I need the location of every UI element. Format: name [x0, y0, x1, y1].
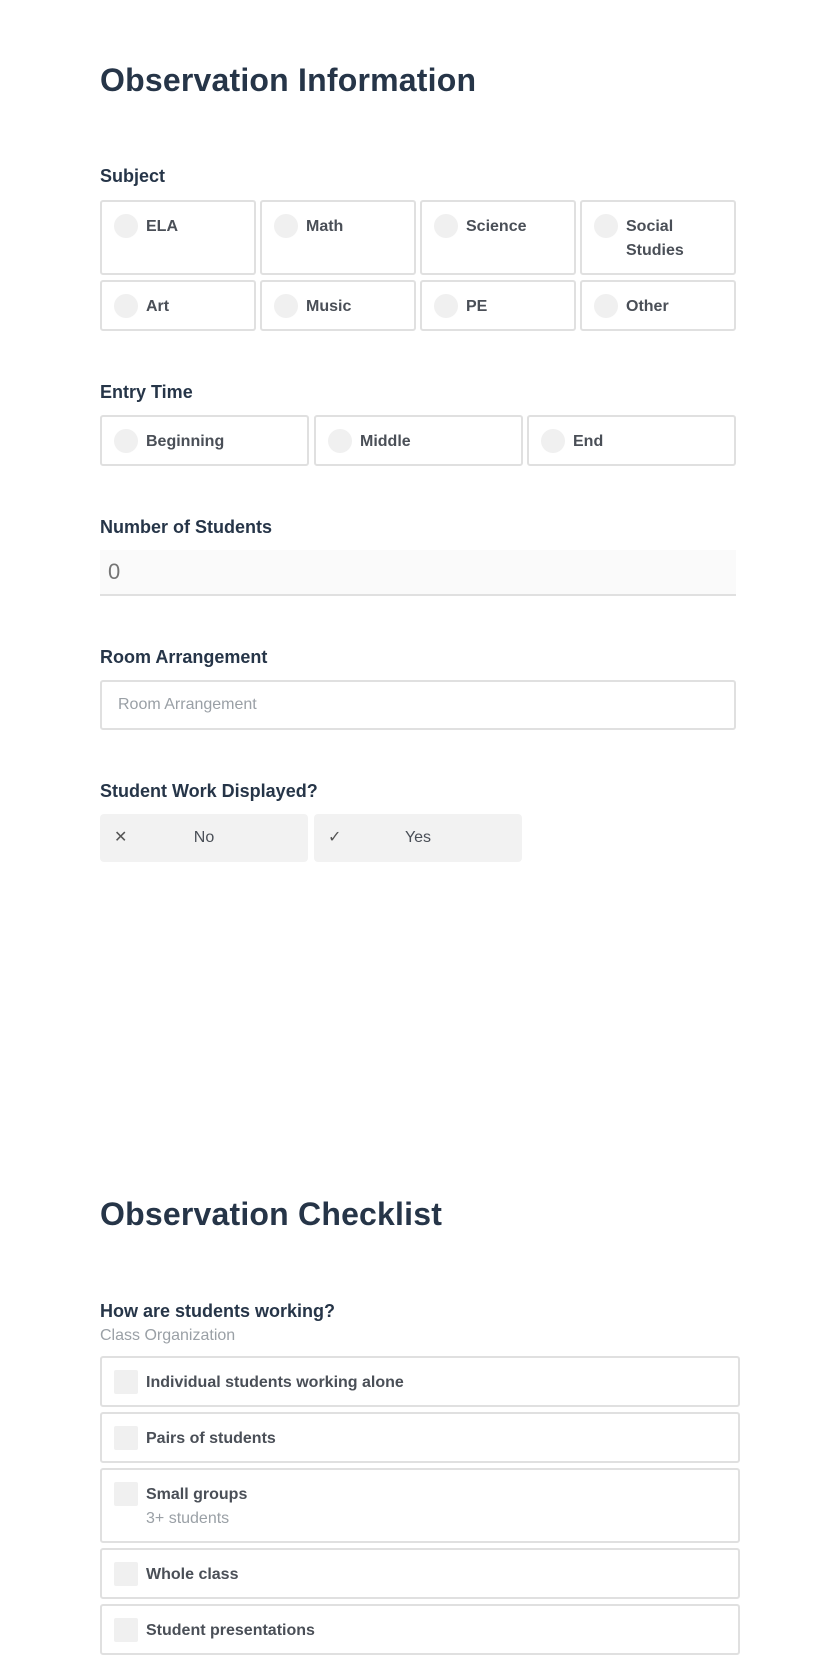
checkbox[interactable]: [114, 1562, 138, 1586]
yes-label: Yes: [404, 829, 432, 846]
option-label: Pairs of students: [146, 1430, 276, 1447]
subject-option-other[interactable]: [580, 280, 736, 331]
class-organization-sublabel: Class Organization: [100, 1327, 236, 1344]
radio-circle[interactable]: [274, 214, 298, 238]
number-of-students-label: Number of Students: [100, 517, 273, 537]
subject-label: Subject: [100, 166, 166, 186]
radio-circle[interactable]: [114, 294, 138, 318]
option-label: Small groups: [146, 1486, 248, 1503]
entry-time-option-beginning[interactable]: [100, 415, 309, 466]
radio-circle[interactable]: [594, 294, 618, 318]
option-label: ELA: [146, 218, 178, 235]
subject-option-pe[interactable]: [420, 280, 576, 331]
subject-option-math[interactable]: [260, 200, 416, 275]
entry-time-option-end[interactable]: [527, 415, 736, 466]
option-label: Art: [146, 298, 170, 315]
radio-circle[interactable]: [541, 429, 565, 453]
option-label: Music: [306, 298, 352, 315]
subject-option-science[interactable]: [420, 200, 576, 275]
close-icon: ✕: [114, 829, 128, 846]
check-icon: ✓: [328, 829, 342, 846]
subject-option-art[interactable]: [100, 280, 256, 331]
option-label: Social Studies: [626, 218, 684, 259]
subject-option-music[interactable]: [260, 280, 416, 331]
entry-time-option-middle[interactable]: [314, 415, 523, 466]
option-label: PE: [466, 298, 488, 315]
option-label: Middle: [360, 433, 411, 450]
option-label: Other: [626, 298, 669, 315]
checkbox[interactable]: [114, 1482, 138, 1506]
checklist-option-small-groups[interactable]: [100, 1468, 740, 1543]
radio-circle[interactable]: [328, 429, 352, 453]
entry-time-label: Entry Time: [100, 382, 193, 402]
option-label: End: [573, 433, 604, 450]
work-displayed-no-button[interactable]: [100, 814, 308, 862]
checklist-option-pairs[interactable]: [100, 1412, 740, 1463]
option-label: Whole class: [146, 1566, 239, 1583]
radio-circle[interactable]: [114, 214, 138, 238]
subject-option-social-studies[interactable]: [580, 200, 736, 275]
option-hint: 3+ students: [146, 1510, 230, 1527]
checkbox[interactable]: [114, 1426, 138, 1450]
observation-information-title: Observation Information: [100, 62, 477, 98]
subject-option-ela[interactable]: [100, 200, 256, 275]
checklist-option-presentations[interactable]: [100, 1604, 740, 1655]
option-label: Individual students working alone: [146, 1374, 404, 1391]
radio-circle[interactable]: [434, 294, 458, 318]
checklist-option-whole-class[interactable]: [100, 1548, 740, 1599]
students-working-label: How are students working?: [100, 1301, 336, 1321]
radio-circle[interactable]: [274, 294, 298, 318]
observation-checklist-title: Observation Checklist: [100, 1196, 443, 1232]
room-arrangement-input[interactable]: [100, 680, 736, 730]
radio-circle[interactable]: [114, 429, 138, 453]
student-work-displayed-label: Student Work Displayed?: [100, 781, 318, 801]
checkbox[interactable]: [114, 1370, 138, 1394]
radio-circle[interactable]: [434, 214, 458, 238]
option-label: Science: [466, 218, 527, 235]
radio-circle[interactable]: [594, 214, 618, 238]
option-label: Student presentations: [146, 1622, 315, 1639]
option-label: Beginning: [146, 433, 225, 450]
no-label: No: [193, 829, 215, 846]
checklist-option-individual[interactable]: [100, 1356, 740, 1407]
work-displayed-yes-button[interactable]: [314, 814, 522, 862]
room-arrangement-label: Room Arrangement: [100, 647, 268, 667]
option-label: Math: [306, 218, 344, 235]
number-of-students-input[interactable]: [100, 550, 736, 596]
checkbox[interactable]: [114, 1618, 138, 1642]
